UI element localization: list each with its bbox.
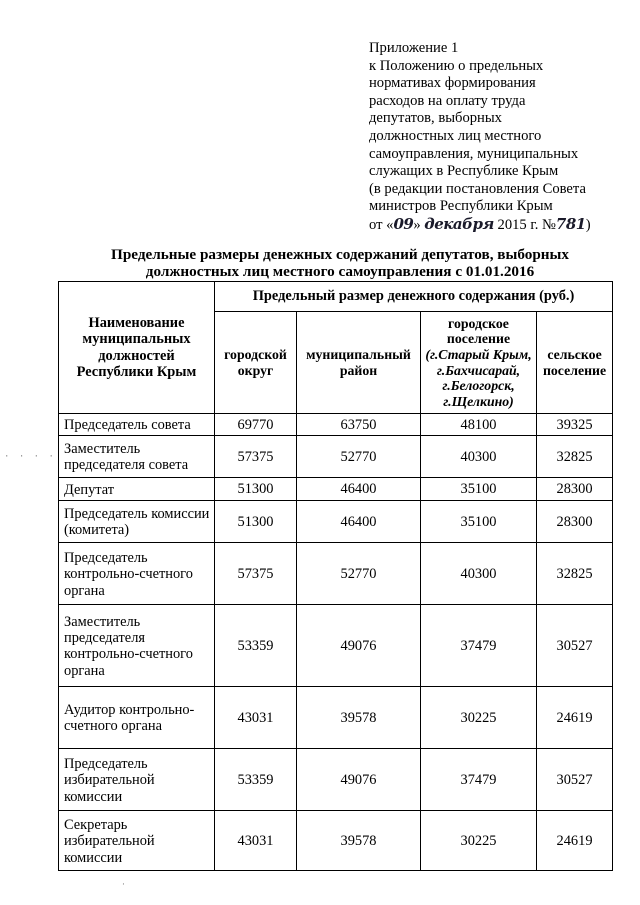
date-close: )	[585, 216, 591, 233]
value-rural-settlement: 30527	[537, 605, 613, 687]
value-municipal-district: 46400	[297, 501, 421, 543]
appendix-line: самоуправления, муниципальных	[369, 145, 579, 162]
header-salary-group: Предельный размер денежного содержания (руб.)	[215, 282, 613, 312]
value-urban-settlement: 40300	[421, 436, 537, 478]
value-rural-settlement: 39325	[537, 414, 613, 436]
value-rural-settlement: 28300	[537, 501, 613, 543]
value-city-district: 43031	[215, 811, 297, 871]
header-municipal-district: муниципальный район	[297, 312, 421, 414]
table-row	[59, 501, 613, 543]
position-name: Председатель избирательной комиссии	[59, 749, 215, 811]
value-municipal-district: 46400	[297, 478, 421, 501]
value-municipal-district: 39578	[297, 811, 421, 871]
value-municipal-district: 52770	[297, 543, 421, 605]
value-urban-settlement: 30225	[421, 687, 537, 749]
appendix-line: (в редакции постановления Совета	[369, 180, 586, 197]
value-municipal-district: 63750	[297, 414, 421, 436]
table-row	[59, 605, 613, 687]
table-row	[59, 436, 613, 478]
handwritten-day: 09	[393, 214, 414, 233]
scan-artifact-mark: ·	[122, 880, 125, 890]
value-rural-settlement: 28300	[537, 478, 613, 501]
table-row	[59, 543, 613, 605]
position-name: Председатель комиссии (комитета)	[59, 501, 215, 543]
value-urban-settlement: 40300	[421, 543, 537, 605]
value-city-district: 43031	[215, 687, 297, 749]
value-urban-settlement: 35100	[421, 478, 537, 501]
position-name: Депутат	[59, 478, 215, 501]
table-row	[59, 749, 613, 811]
position-name: Аудитор контрольно-счетного органа	[59, 687, 215, 749]
value-city-district: 51300	[215, 478, 297, 501]
position-name: Заместитель председателя контрольно-счетного органа	[59, 605, 215, 687]
value-urban-settlement: 48100	[421, 414, 537, 436]
appendix-line: служащих в Республике Крым	[369, 163, 559, 180]
appendix-line: Приложение 1	[369, 40, 459, 56]
value-city-district: 57375	[215, 543, 297, 605]
appendix-line: нормативах формирования	[369, 75, 536, 92]
value-municipal-district: 49076	[297, 749, 421, 811]
header-urban-settlement-note: (г.Старый Крым, г.Бахчисарай, г.Белогорск, г.Щелкино)	[425, 346, 532, 409]
handwritten-month: декабря	[424, 214, 494, 233]
appendix-line: к Положению о предельных	[369, 57, 544, 74]
value-rural-settlement: 24619	[537, 811, 613, 871]
value-city-district: 51300	[215, 501, 297, 543]
position-name: Председатель контрольно-счетного органа	[59, 543, 215, 605]
appendix-line: расходов на оплату труда	[369, 92, 526, 109]
date-year: 2015 г. №	[493, 216, 556, 233]
value-city-district: 57375	[215, 436, 297, 478]
position-name: Председатель совета	[59, 414, 215, 436]
value-rural-settlement: 32825	[537, 543, 613, 605]
table-row	[59, 478, 613, 501]
date-prefix: от «	[369, 216, 394, 233]
value-municipal-district: 49076	[297, 605, 421, 687]
header-rural-settlement: сельское поселение	[537, 312, 613, 414]
handwritten-number: 781	[555, 214, 586, 233]
header-position-name: Наименование муниципальных должностей Республики Крым	[59, 282, 215, 414]
value-rural-settlement: 24619	[537, 687, 613, 749]
value-municipal-district: 52770	[297, 436, 421, 478]
header-city-district: городской округ	[215, 312, 297, 414]
resolution-date-line	[369, 216, 631, 235]
position-name: Секретарь избирательной комиссии	[59, 811, 215, 871]
value-rural-settlement: 32825	[537, 436, 613, 478]
appendix-line: министров Республики Крым	[369, 198, 553, 215]
scan-artifact-dots: · · · ·	[4, 452, 56, 462]
appendix-line: должностных лиц местного	[369, 127, 542, 144]
date-mid: »	[413, 216, 425, 233]
value-city-district: 53359	[215, 605, 297, 687]
title-line-2: должностных лиц местного самоуправления с 01.01.2016	[145, 263, 535, 280]
value-rural-settlement: 30527	[537, 749, 613, 811]
document-title	[100, 246, 580, 280]
appendix-line: депутатов, выборных	[369, 110, 502, 127]
value-urban-settlement: 37479	[421, 749, 537, 811]
appendix-block	[369, 40, 631, 235]
title-line-1: Предельные размеры денежных содержаний депутатов, выборных	[111, 246, 569, 263]
value-urban-settlement: 35100	[421, 501, 537, 543]
value-municipal-district: 39578	[297, 687, 421, 749]
salary-limits-table	[58, 281, 613, 871]
table-header-row	[59, 282, 613, 312]
position-name: Заместитель председателя совета	[59, 436, 215, 478]
value-urban-settlement: 30225	[421, 811, 537, 871]
value-urban-settlement: 37479	[421, 605, 537, 687]
header-urban-settlement-label: городское поселение	[446, 315, 511, 347]
value-city-district: 53359	[215, 749, 297, 811]
table-row	[59, 414, 613, 436]
value-city-district: 69770	[215, 414, 297, 436]
header-urban-settlement	[421, 312, 537, 414]
table-row	[59, 811, 613, 871]
table-row	[59, 687, 613, 749]
